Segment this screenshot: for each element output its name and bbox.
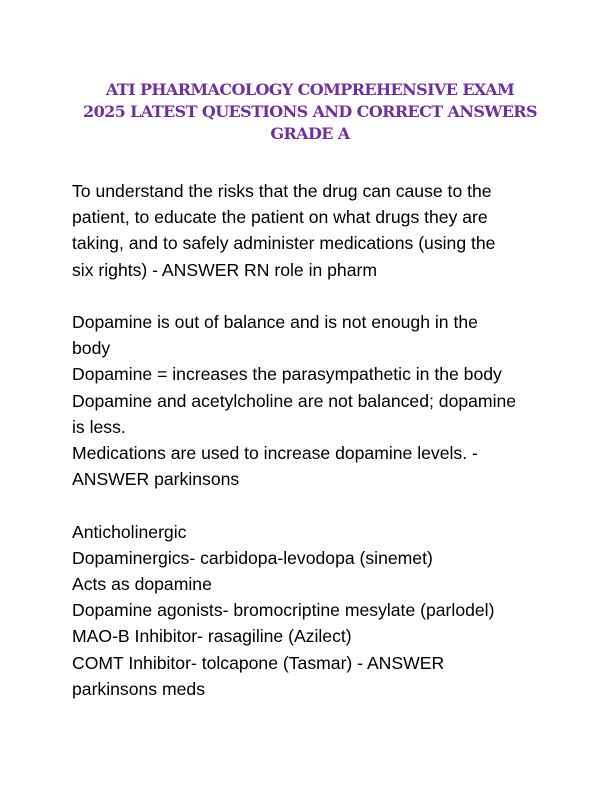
text-line: Dopamine = increases the parasympathetic in the body <box>72 364 502 385</box>
text-line: Anticholinergic <box>72 521 187 542</box>
document-body <box>72 178 552 728</box>
text-line: Dopamine is out of balance and is not enough in the <box>72 312 478 332</box>
text-line: body <box>72 338 111 359</box>
text-line: Dopaminergics- carbidopa-levodopa (sinemet) <box>72 547 433 568</box>
text-line: To understand the risks that the drug can cause to the <box>72 181 492 201</box>
text-line: parkinsons meds <box>72 678 205 699</box>
text-line: taking, and to safely administer medications (using the <box>72 233 496 254</box>
text-line: Medications are used to increase dopamine levels. - <box>72 443 478 464</box>
qa-paragraph-parkinsons <box>72 309 552 492</box>
text-line: Dopamine and acetylcholine are not balanced; dopamine <box>72 390 517 411</box>
title-line-1: ATI PHARMACOLOGY COMPREHENSIVE EXAM <box>105 80 515 99</box>
qa-paragraph-parkinsons-meds <box>72 519 552 702</box>
text-line: six rights) - ANSWER RN role in pharm <box>72 259 378 280</box>
text-line: COMT Inhibitor- tolcapone (Tasmar) - ANSWER <box>72 652 445 673</box>
text-line: is less. <box>72 416 126 437</box>
document-title <box>60 79 560 145</box>
text-line: Acts as dopamine <box>72 574 212 595</box>
text-line: patient, to educate the patient on what drugs they are <box>72 207 488 228</box>
title-line-3: GRADE A <box>270 124 350 143</box>
qa-paragraph-rn-role <box>72 178 552 283</box>
text-line: MAO-B Inhibitor- rasagiline (Azilect) <box>72 626 352 647</box>
text-line: Dopamine agonists- bromocriptine mesylate (parlodel) <box>72 600 495 621</box>
title-line-2: 2025 LATEST QUESTIONS AND CORRECT ANSWERS <box>83 102 537 121</box>
text-line: ANSWER parkinsons <box>72 469 240 490</box>
